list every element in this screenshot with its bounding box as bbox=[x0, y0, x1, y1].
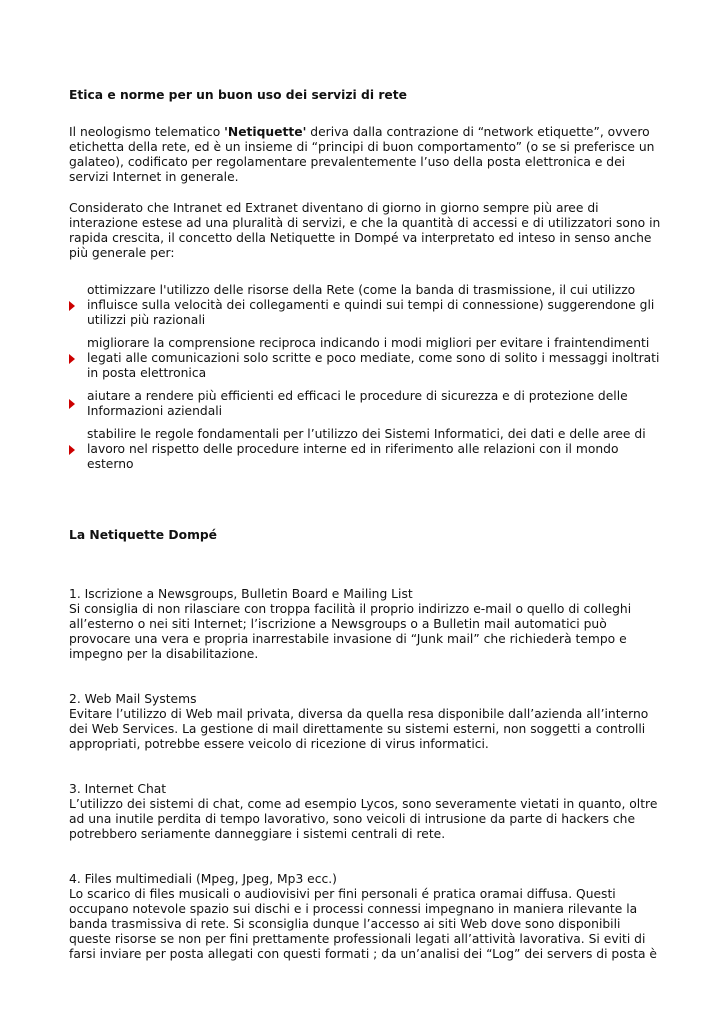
netiquette-section bbox=[69, 528, 661, 962]
red-arrow-bullet-icon bbox=[69, 301, 75, 311]
rule-item bbox=[69, 782, 661, 842]
rule-body: Lo scarico di files musicali o audiovisivi per fini personali é pratica oramai diffusa. Questi occupano notevole spazio sui dischi e i processi connessi impegnano in maniera rilevante la banda trasmissiva di rete. Si sconsiglia dunque l’accesso ai siti Web dove sono disponibili queste risorse se non per fini prettamente professionali legati all’attività lavorativa. Si eviti di farsi inviare per posta allegati con questi formati ; da un’analisi dei “Log” dei servers di posta è bbox=[69, 887, 657, 961]
intro-paragraph-2: Considerato che Intranet ed Extranet diventano di giorno in giorno sempre più aree di interazione estese ad una pluralità di servizi, e che la quantità di accessi e di utilizzatori sono in rapida crescita, il concetto della Netiquette in Dompé va interpretato ed inteso in senso anche più generale per: bbox=[69, 201, 661, 260]
list-item bbox=[69, 283, 661, 328]
rule-title: 1. Iscrizione a Newsgroups, Bulletin Board e Mailing List bbox=[69, 587, 413, 601]
rule-item bbox=[69, 692, 661, 752]
netiquette-term: 'Netiquette' bbox=[224, 125, 307, 139]
list-item-text: migliorare la comprensione reciproca indicando i modi migliori per evitare i fraintendimenti legati alle comunicazioni solo scritte e poco mediate, come sono di solito i messaggi inoltrati in posta elettronica bbox=[87, 336, 660, 380]
intro-title: Etica e norme per un buon uso dei servizi di rete bbox=[69, 88, 407, 102]
intro-paragraph-1 bbox=[69, 125, 661, 185]
list-item-text: stabilire le regole fondamentali per l’utilizzo dei Sistemi Informatici, dei dati e delle aree di lavoro nel rispetto delle procedure interne ed in riferimento alle relazioni con il mondo esterno bbox=[87, 427, 646, 471]
rule-item bbox=[69, 587, 661, 662]
rule-body: Si consiglia di non rilasciare con troppa facilità il proprio indirizzo e-mail o quello di colleghi all’esterno o nei siti Internet; l’iscrizione a Newsgroups o a Bulletin mail automatici può provocare una vera e propria inarrestabile invasione di “Junk mail” che richiederà tempo e impegno per la disabilitazione. bbox=[69, 602, 632, 661]
document-page bbox=[69, 88, 661, 992]
rule-body: L’utilizzo dei sistemi di chat, come ad esempio Lycos, sono severamente vietati in quanto, oltre ad una inutile perdita di tempo lavorativo, sono veicoli di intrusione da parte di hackers che potrebbero seriamente danneggiare i sistemi centrali di rete. bbox=[69, 797, 658, 841]
red-arrow-bullet-icon bbox=[69, 399, 75, 409]
list-item bbox=[69, 427, 661, 472]
list-item-text: ottimizzare l'utilizzo delle risorse della Rete (come la banda di trasmissione, il cui utilizzo influisce sulla velocità dei collegamenti e quindi sui tempi di connessione) suggerendone gli utilizzi più razionali bbox=[87, 283, 655, 327]
rule-item bbox=[69, 872, 661, 962]
rule-body: Evitare l’utilizzo di Web mail privata, diversa da quella resa disponibile dall’azienda all’interno dei Web Services. La gestione di mail direttamente su sistemi esterni, non soggetti a controlli appropriati, potrebbe essere veicolo di ricezione di virus informatici. bbox=[69, 707, 649, 751]
rule-title: 2. Web Mail Systems bbox=[69, 692, 197, 706]
list-item bbox=[69, 389, 661, 419]
section-title: La Netiquette Dompé bbox=[69, 528, 218, 542]
rule-title: 4. Files multimediali (Mpeg, Jpeg, Mp3 ecc.) bbox=[69, 872, 337, 886]
p1-before: Il neologismo telematico bbox=[69, 125, 225, 139]
p1-after: deriva dalla contrazione di “network etiquette”, ovvero etichetta della rete, ed è un insieme di “principi di buon comportamento” (o se si preferisce un galateo), codificato per regolamentare prevalentemente l’uso della posta elettronica e dei servizi Internet in generale. bbox=[69, 125, 655, 184]
red-arrow-bullet-icon bbox=[69, 354, 75, 364]
goals-list bbox=[69, 283, 661, 472]
rule-title: 3. Internet Chat bbox=[69, 782, 167, 796]
list-item-text: aiutare a rendere più efficienti ed efficaci le procedure di sicurezza e di protezione delle Informazioni aziendali bbox=[87, 389, 628, 418]
red-arrow-bullet-icon bbox=[69, 445, 75, 455]
list-item bbox=[69, 336, 661, 381]
